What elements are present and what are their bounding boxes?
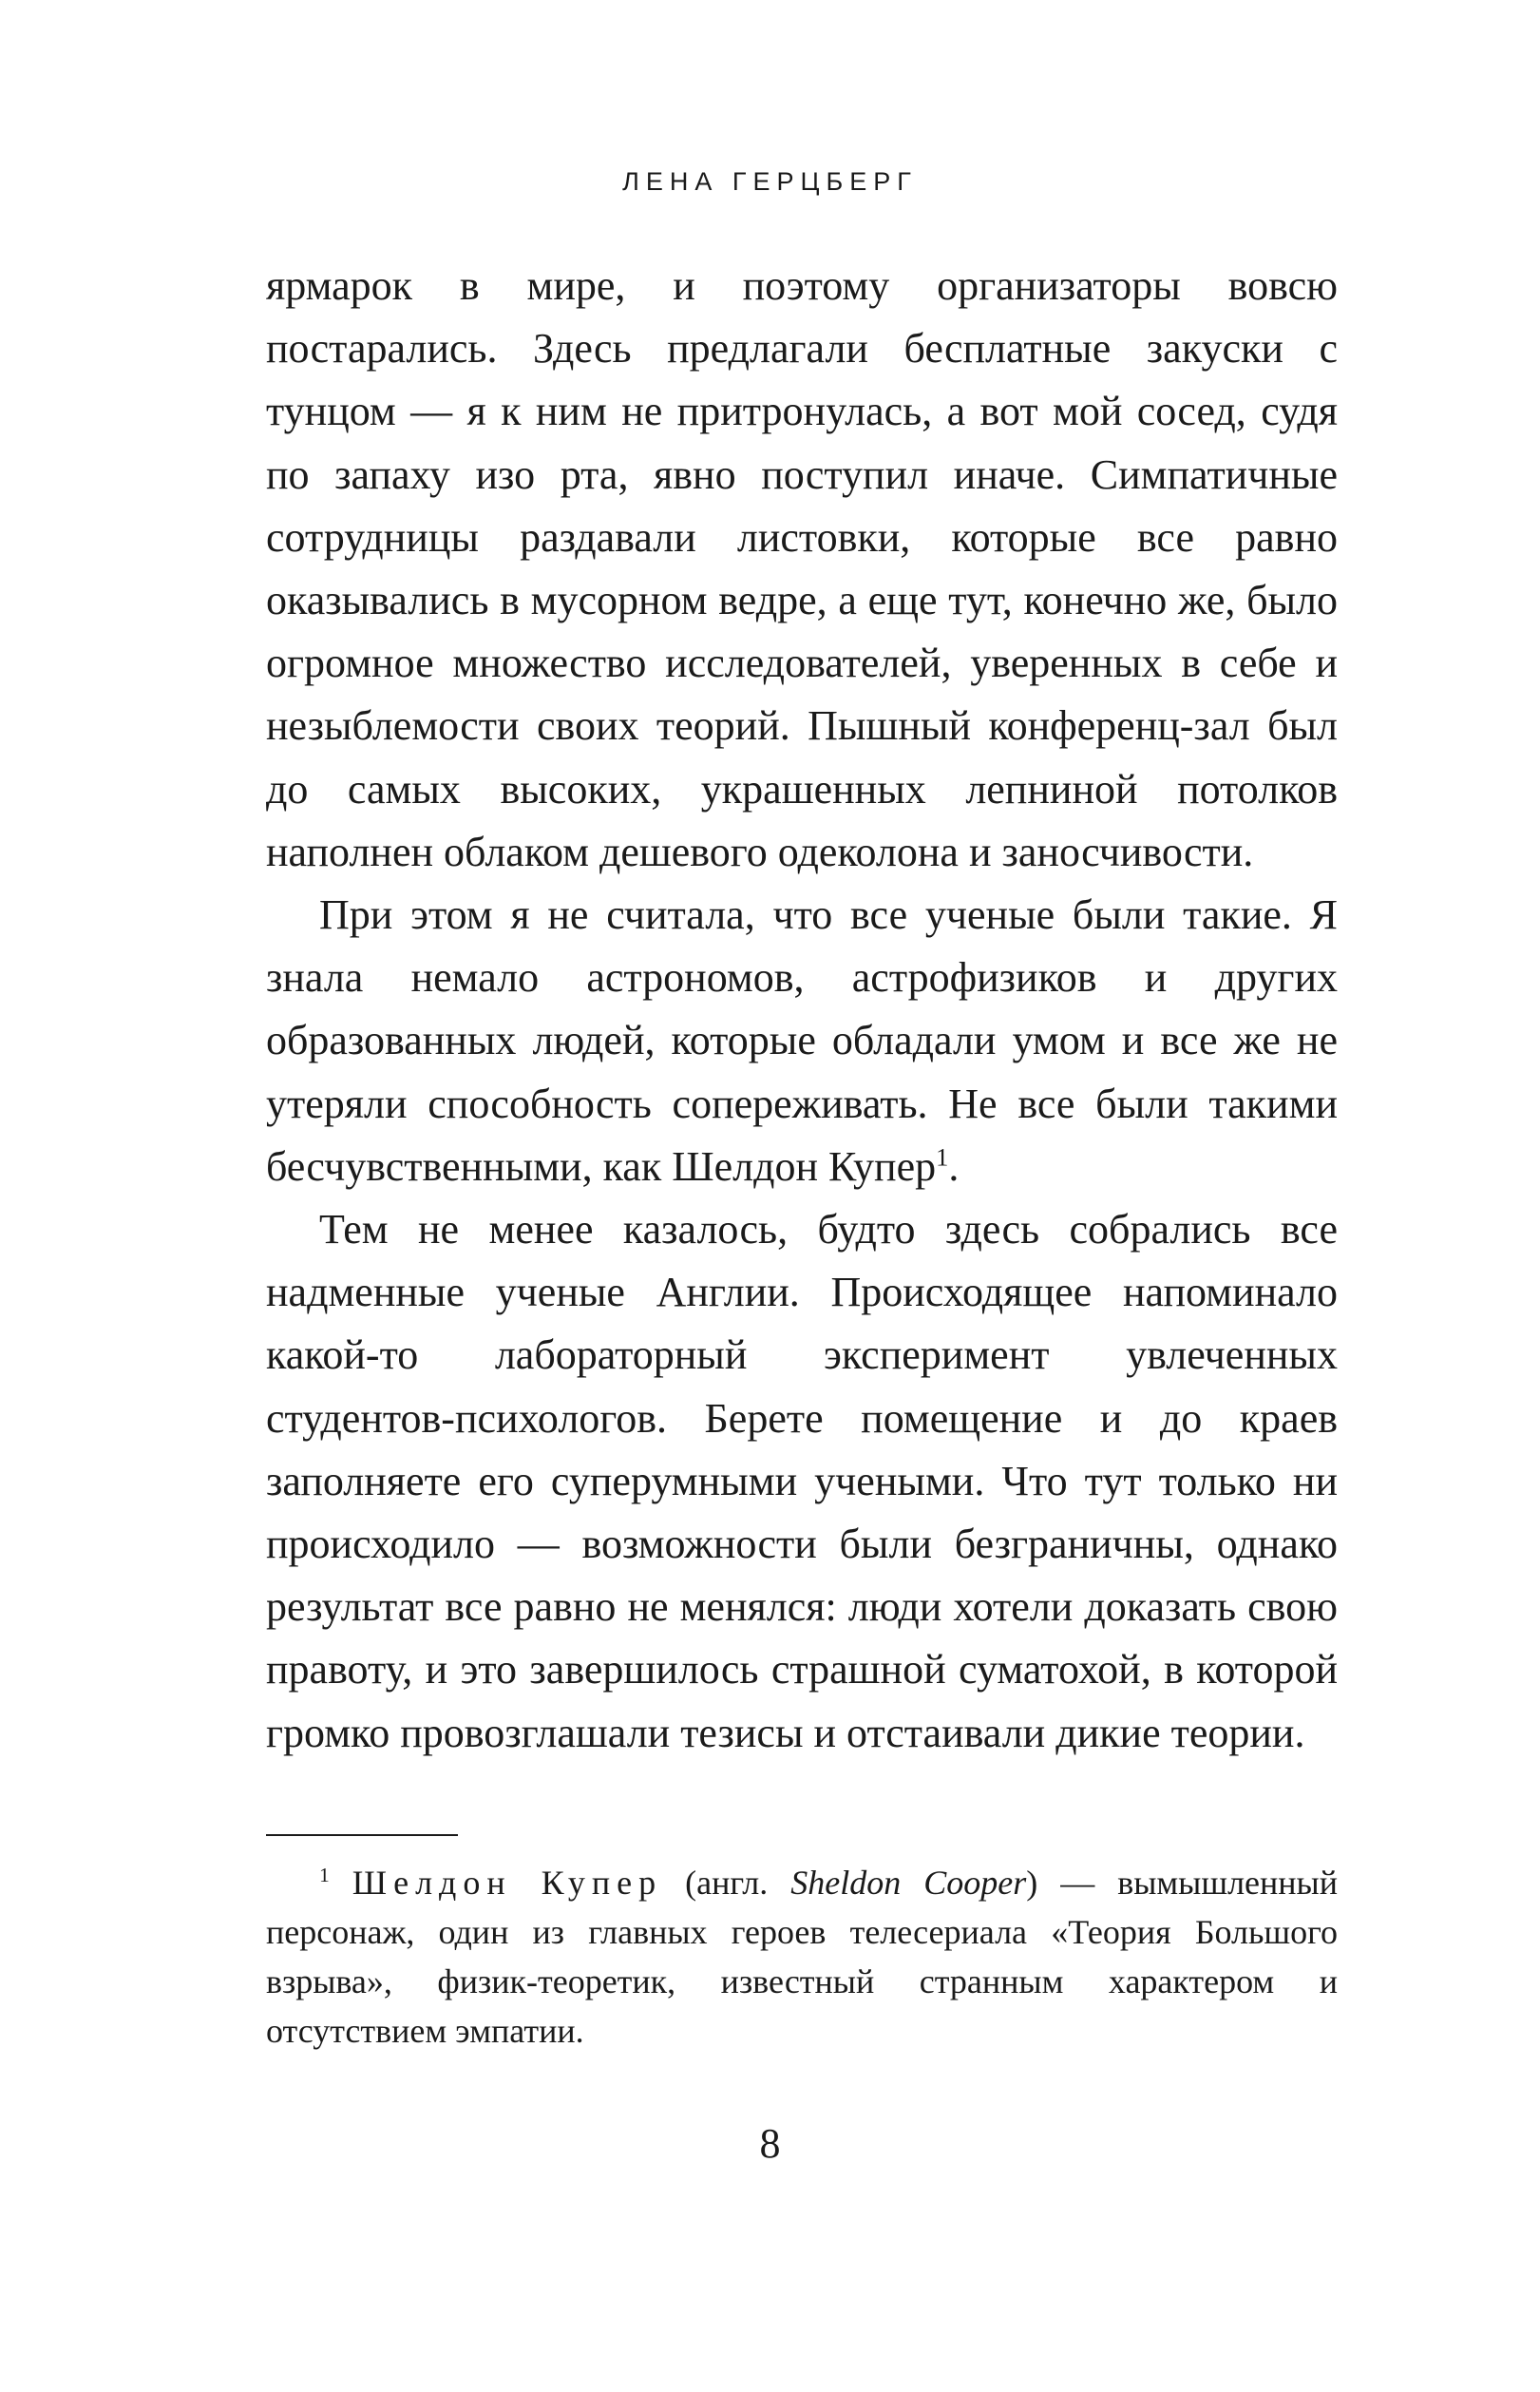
footnote-rule <box>266 1834 458 1836</box>
running-head: ЛЕНА ГЕРЦБЕРГ <box>622 167 918 196</box>
footnote-text: ) — вымышленный персонаж, один из главных героев телесериала «Теория Большого взрыва», физик-теоретик, известный странным характером и отсутствием эмпатии. <box>266 1864 1338 2050</box>
footnote-open: (англ. <box>662 1864 791 1902</box>
footnote-reference: 1 <box>936 1142 949 1172</box>
footnote <box>266 1858 1338 2056</box>
paragraph-2-text: При этом я не считала, что все ученые были такие. Я знала немало астрономов, астрофизиков и других образованных людей, которые обладали умом и все же не утеряли способность сопереживать. Не все были такими бесчувственными, как Шелдон Купер <box>266 891 1338 1190</box>
paragraph-2-tail: . <box>948 1142 960 1190</box>
paragraph-2 <box>266 884 1338 1198</box>
footnote-marker: 1 <box>319 1864 330 1886</box>
footnote-english-name: Sheldon Cooper <box>790 1864 1027 1902</box>
paragraph-1: ярмарок в мире, и поэтому организаторы вовсю постарались. Здесь предлагали бесплатные закуски с тунцом — я к ним не притронулась, а вот мой сосед, судя по запаху изо рта, явно поступил иначе. Симпатичные сотрудницы раздавали листовки, которые все равно оказывались в мусорном ведре, а еще тут, конечно же, было огромное множество исследователей, уверенных в себе и незыблемости своих теорий. Пышный конференц-зал был до самых высоких, украшенных лепниной потолков наполнен облаком дешевого одеколона и заносчивости. <box>266 262 1338 875</box>
paragraph-3: Тем не менее казалось, будто здесь собрались все надменные ученые Англии. Происходящее напоминало какой-то лабораторный эксперимент увлеченных студентов-психологов. Берете помещение и до краев заполняете его суперумными учеными. Что тут только ни происходило — возможности были безграничны, однако результат все равно не менялся: люди хотели доказать свою правоту, и это завершилось страшной суматохой, в которой громко провозглашали тезисы и отстаивали дикие теории. <box>266 1206 1338 1756</box>
page-number: 8 <box>759 2120 781 2167</box>
footnote-name: Шелдон Купер <box>352 1864 663 1902</box>
body-text <box>266 255 1338 1765</box>
